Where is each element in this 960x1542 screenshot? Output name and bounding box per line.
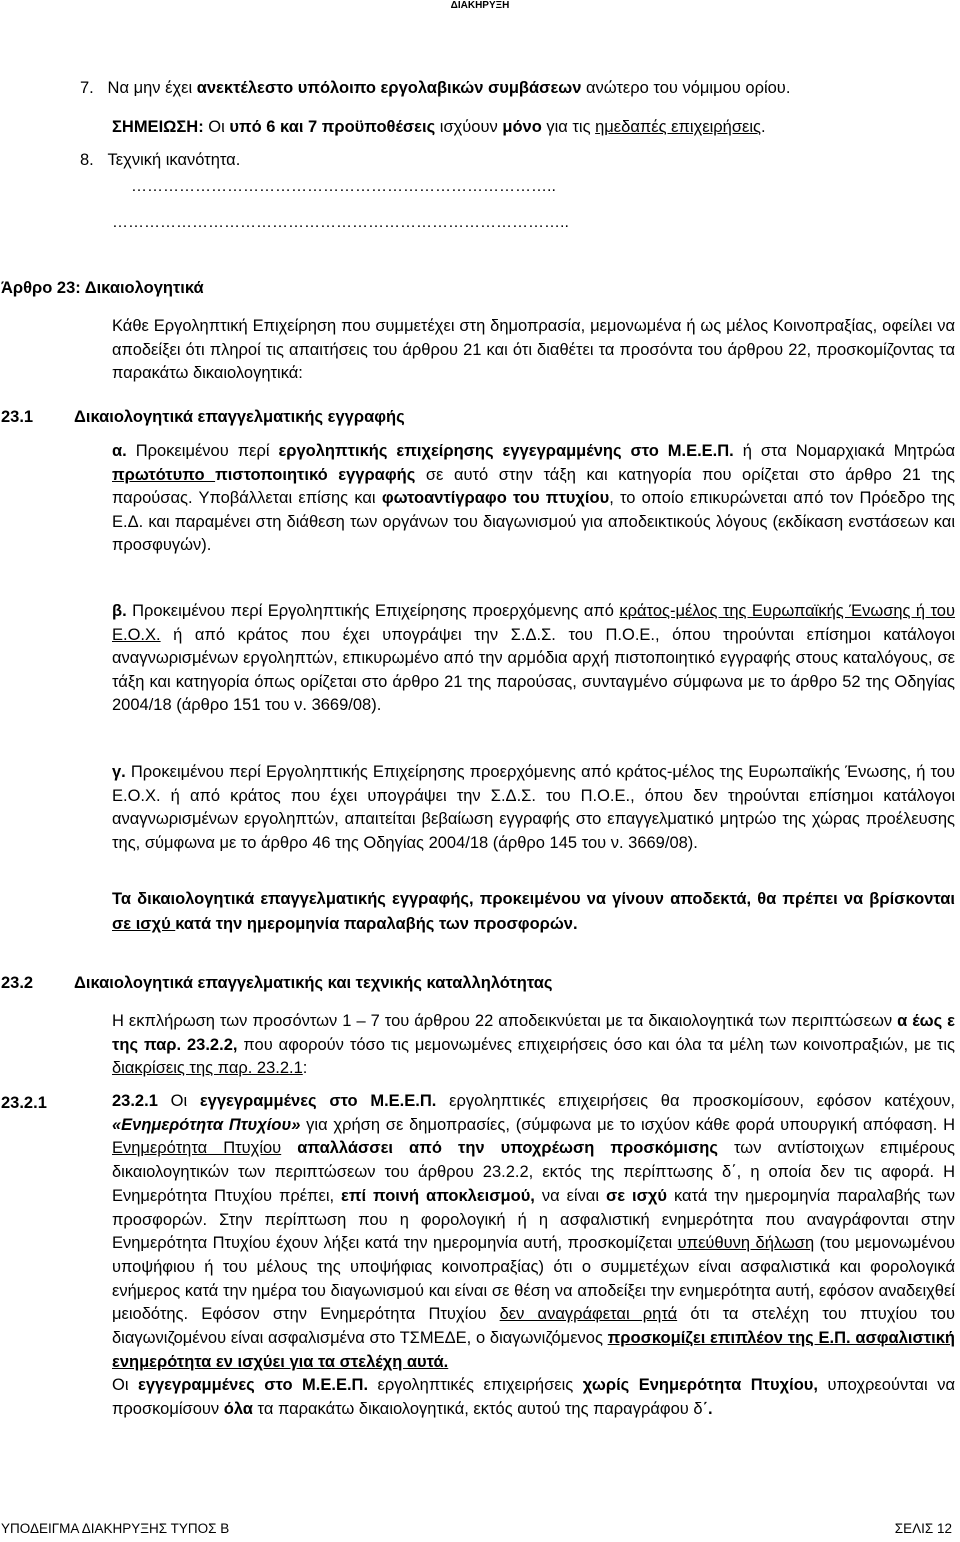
section-title: Δικαιολογητικά επαγγελματικής εγγραφής <box>74 408 405 426</box>
footer-left: ΥΠΟΔΕΙΓΜΑ ΔΙΑΚΗΡΥΞΗΣ ΤΥΠΟΣ Β <box>1 1521 230 1536</box>
dotted-line: ………………………………………………………………………….. <box>112 214 569 231</box>
dotted-line: …………………………………………………………………….. <box>131 178 556 195</box>
paragraph-232: Η εκπλήρωση των προσόντων 1 – 7 του άρθρου 22 αποδεικνύεται με τα δικαιολογητικά των περιπτώσεων α έως ε της παρ. 23.2.2, που αφορούν τόσο τις μεμονωμένες επιχειρήσεις όσο και όλα τα μέλη των κοινοπραξιών, με τις διακρίσεις της παρ. 23.2.1: <box>112 1012 956 1077</box>
paragraph-b: β. Προκειμένου περί Εργοληπτικής Επιχείρησης προερχόμενης από κράτος-μέλος της Ευρωπαϊκής Ένωσης ή του Ε.Ο.Χ. ή από κράτος που έχει υπογράψει την Σ.Δ.Σ. του Π.Ο.Ε., όπου τηρούνται επίσημοι κατάλογοι αναγνωρισμένων εργοληπτών, επικυρωμένο από την αρμόδια αρχή πιστοποιητικό εγγραφής στους καταλόγους, σε τάξη και κατηγορία όπως ορίζεται στο άρθρο 21 της παρούσας, συνταγμένο σύμφωνα με το άρθρο 52 της Οδηγίας 2004/18 (άρθρο 151 του ν. 3669/08). <box>112 602 956 714</box>
section-number: 23.2.1 <box>1 1094 47 1112</box>
article-title: Άρθρο 23: Δικαιολογητικά <box>1 279 204 297</box>
section-number: 23.1 <box>1 408 34 426</box>
note-line: ΣΗΜΕΙΩΣΗ: Οι υπό 6 και 7 προϋποθέσεις ισχύουν μόνο για τις ημεδαπές επιχειρήσεις. <box>112 118 766 136</box>
item-number: 8. <box>80 151 94 169</box>
paragraph-a: α. Προκειμένου περί εργοληπτικής επιχείρησης εγγεγραμμένης στο Μ.Ε.Ε.Π. ή στα Νομαρχιακά Μητρώα πρωτότυπο πιστοποιητικό εγγραφής σε αυτό στην τάξη και κατηγορία που ορίζεται στο άρθρο 21 της παρούσας. Υποβάλλεται επίσης και φωτοαντίγραφο του πτυχίου, το οποίο επικυρώνεται από τον Πρόεδρο της Ε.Δ. και παραμένει στη διάθεση των οργάνων του διαγωνισμού για αποδεικτικούς λόγους (εκδίκαση ενστάσεων και προσφυγών). <box>112 442 955 554</box>
page-header: ΔΙΑΚΗΡΥΞΗ <box>450 0 510 11</box>
article-intro: Κάθε Εργοληπτική Επιχείρηση που συμμετέχει στη δημοπρασία, μεμονωμένα ή ως μέλος Κοινοπραξίας, οφείλει να αποδείξει ότι πληροί τις απαιτήσεις του άρθρου 21 και ότι διαθέτει τα προσόντα του άρθρου 22, προσκομίζοντας τα παρακάτω δικαιολογητικά: <box>112 317 955 382</box>
item-8: 8. Τεχνική ικανότητα. <box>80 151 241 169</box>
closing-paragraph: Τα δικαιολογητικά επαγγελματικής εγγραφής, προκειμένου να γίνουν αποδεκτά, θα πρέπει να βρίσκονται σε ισχύ κατά την ημερομηνία παραλαβής των προσφορών. <box>112 890 955 933</box>
section-number: 23.2 <box>1 974 34 992</box>
section-title: Δικαιολογητικά επαγγελματικής και τεχνικής καταλληλότητας <box>74 974 553 992</box>
item-7: 7. Να μην έχει ανεκτέλεστο υπόλοιπο εργολαβικών συμβάσεων ανώτερο του νόμιμου ορίου. <box>80 79 791 97</box>
paragraph-2321: 23.2.1 Οι εγγεγραμμένες στο Μ.Ε.Ε.Π. εργοληπτικές επιχειρήσεις θα προσκομίσουν, εφόσον κατέχουν, «Ενημερότητα Πτυχίου» για χρήση σε δημοπρασίες, (σύμφωνα με το ισχύον κάθε φορά υπουργική απόφαση. Η Ενημερότητα Πτυχίου απαλλάσσει από την υποχρέωση προσκόμισης των αντίστοιχων επιμέρους δικαιολογητικών των περιπτώσεων του άρθρου 23.2.2, εκτός της περίπτωσης δ΄, η οποία δεν τις αφορά. Η Ενημερότητα Πτυχίου πρέπει, επί ποινή αποκλεισμού, να είναι σε ισχύ κατά την ημερομηνία παραλαβής των προσφορών. Στην περίπτωση που η φορολογική ή η ασφαλιστική ενημερότητα που αναγράφονται στην Ενημερότητα Πτυχίου έχουν λήξει κατά την ημερομηνία αυτή, προσκομίζεται υπεύθυνη δήλωση (του μεμονωμένου υποψήφιου ή του μέλους της υποψήφιας κοινοπραξίας) ότι ο συμμετέχων είναι ασφαλιστικά και φορολογικά ενήμερος κατά την ημέρα του διαγωνισμού και είναι σε θέση να αποδείξει την ενημερότητα αυτή, εφόσον αναδειχθεί μειοδότης. Εφόσον στην Ενημερότητα Πτυχίου δεν αναγράφεται ρητά ότι τα στελέχη του πτυχίου του διαγωνιζομένου είναι ασφαλισμένα στο ΤΣΜΕΔΕ, ο διαγωνιζόμενος προσκομίζει επιπλέον της Ε.Π. ασφαλιστική ενημερότητα εν ισχύει για τα στελέχη αυτά. Οι εγγεγραμμένες στο Μ.Ε.Ε.Π. εργοληπτικές επιχειρήσεις χωρίς Ενημερότητα Πτυχίου, υποχρεούνται να προσκομίσουν όλα τα παρακάτω δικαιολογητικά, εκτός αυτού της παραγράφου δ΄. <box>112 1092 956 1419</box>
item-number: 7. <box>80 79 94 97</box>
page-number: ΣΕΛΙΣ 12 <box>894 1521 952 1536</box>
paragraph-c: γ. Προκειμένου περί Εργοληπτικής Επιχείρησης προερχόμενης από κράτος-μέλος της Ευρωπαϊκής Ένωσης, ή του Ε.Ο.Χ. ή από κράτος που έχει υπογράψει την Σ.Δ.Σ. του Π.Ο.Ε., όπου δεν τηρούνται επίσημοι κατάλογοι αναγνωρισμένων εργοληπτών, απαιτείται βεβαίωση εγγραφής στο επαγγελματικό μητρώο της χώρας προέλευσης της, σύμφωνα με το άρθρο 46 της Οδηγίας 2004/18 (άρθρο 145 του ν. 3669/08). <box>112 763 955 852</box>
